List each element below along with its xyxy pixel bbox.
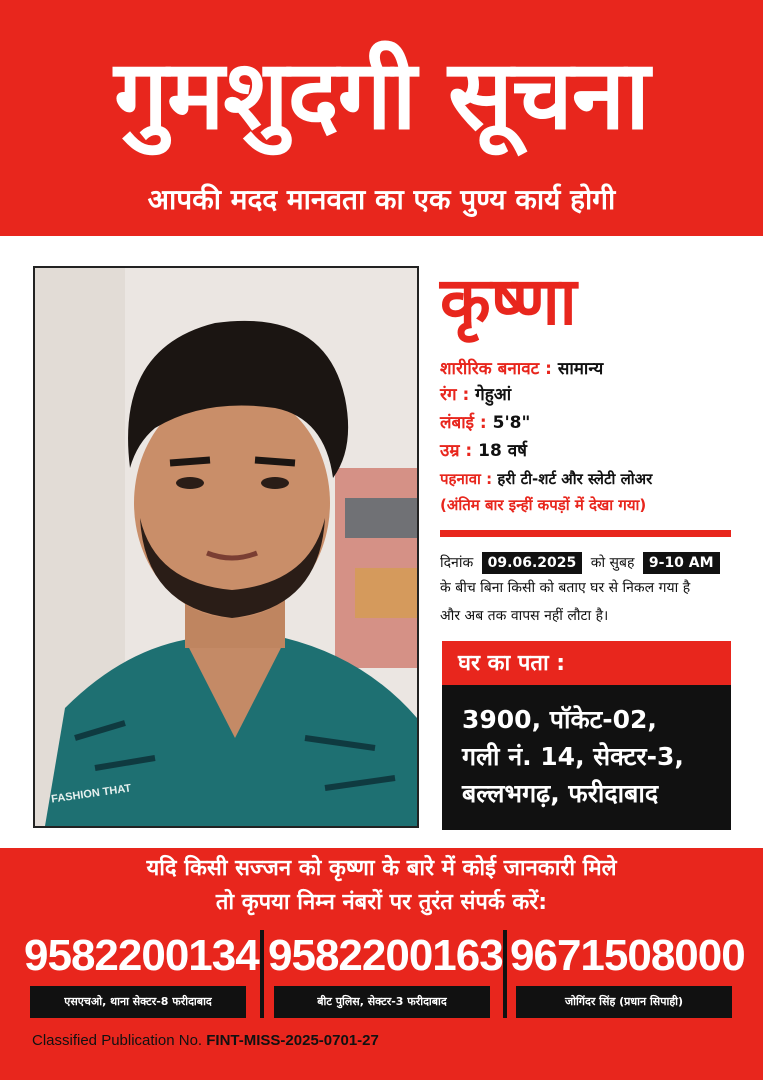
- height-value: 5'8": [492, 413, 531, 433]
- complexion-label: रंग :: [440, 385, 470, 405]
- appeal-line2: तो कृपया निम्न नंबरों पर तुरंत संपर्क करें:: [215, 890, 548, 915]
- address-heading: घर का पता :: [458, 651, 566, 676]
- detail-build: [440, 356, 603, 382]
- phone-number-beat-police[interactable]: 9582200163: [268, 931, 503, 980]
- phone-label-sho: एसएचओ, थाना सेक्टर-8 फरीदाबाद: [30, 986, 246, 1018]
- detail-height: [440, 410, 530, 436]
- date-label: दिनांक: [440, 555, 474, 571]
- missing-person-photo: [33, 266, 419, 828]
- incident-dateline: [440, 552, 724, 574]
- age-value: 18 वर्ष: [478, 441, 527, 461]
- detail-age: [440, 438, 527, 464]
- separator-1: [260, 930, 264, 1018]
- build-label: शारीरिक बनावट :: [440, 359, 552, 379]
- address-line2: गली नं. 14, सेक्टर-3,: [462, 742, 684, 771]
- address-box: [442, 685, 731, 830]
- time-value: 9-10 AM: [643, 552, 720, 574]
- detail-complexion: [440, 382, 511, 408]
- clothes-value: हरी टी-शर्ट और स्लेटी लोअर: [497, 470, 653, 488]
- page-title: गुमशुदगी सूचना: [113, 39, 650, 151]
- divider-rule: [440, 530, 731, 537]
- incident-desc-line1: के बीच बिना किसी को बताए घर से निकल गया है: [440, 580, 691, 596]
- address-line3: बल्लभगढ़, फरीदाबाद: [462, 779, 659, 808]
- clothes-note: (अंतिम बार इन्हीं कपड़ों में देखा गया): [440, 496, 647, 514]
- shirt-text: FASHION THAT: [50, 782, 132, 806]
- height-label: लंबाई :: [440, 413, 487, 433]
- appeal-line1: यदि किसी सज्जन को कृष्णा के बारे में कोई जानकारी मिले: [146, 856, 617, 881]
- phone-label-head-constable: जोगिंदर सिंह (प्रधान सिपाही): [516, 986, 732, 1018]
- time-label: को सुबह: [590, 555, 635, 571]
- date-value: 09.06.2025: [482, 552, 583, 574]
- header-banner: [0, 0, 763, 236]
- detail-clothes: [440, 466, 652, 492]
- publication-id: FINT-MISS-2025-0701-27: [206, 1032, 379, 1049]
- clothes-label: पहनावा :: [440, 470, 493, 488]
- complexion-value: गेहुआं: [475, 385, 512, 405]
- publication-number: [32, 1032, 379, 1049]
- separator-2: [503, 930, 507, 1018]
- page-subtitle: आपकी मदद मानवता का एक पुण्य कार्य होगी: [147, 183, 616, 216]
- address-line1: 3900, पॉकेट-02,: [462, 705, 657, 734]
- publication-prefix: Classified Publication No.: [32, 1032, 203, 1049]
- age-label: उम्र :: [440, 441, 473, 461]
- phone-label-beat-police: बीट पुलिस, सेक्टर-3 फरीदाबाद: [274, 986, 490, 1018]
- address-heading-box: [442, 641, 731, 685]
- person-name: कृष्णा: [440, 263, 577, 340]
- build-value: सामान्य: [557, 359, 604, 379]
- portrait-illustration: [35, 268, 417, 826]
- phone-number-head-constable[interactable]: 9671508000: [510, 931, 745, 980]
- phone-number-sho[interactable]: 9582200134: [24, 931, 259, 980]
- incident-desc-line2: और अब तक वापस नहीं लौटा है।: [440, 608, 609, 624]
